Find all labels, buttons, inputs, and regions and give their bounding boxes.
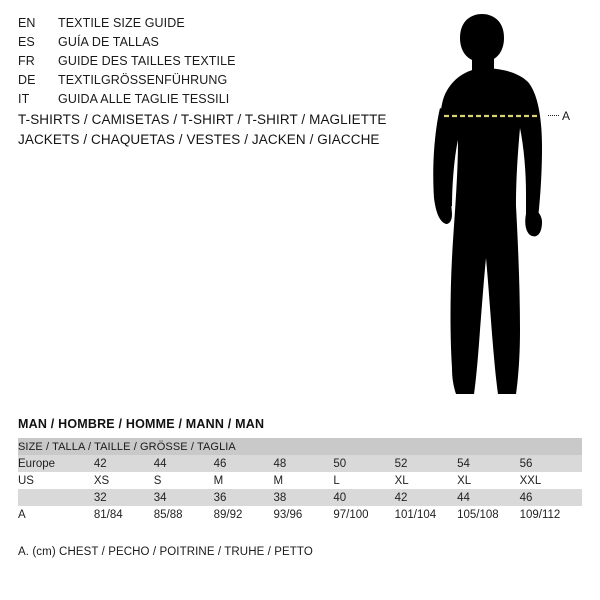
cell: 109/112 xyxy=(520,506,582,523)
cell: 89/92 xyxy=(214,506,274,523)
language-text: GUIDE DES TAILLES TEXTILE xyxy=(58,54,236,68)
cell: 32 xyxy=(94,489,154,506)
language-code: EN xyxy=(18,16,36,30)
cell: L xyxy=(333,472,394,489)
measure-label-a: A xyxy=(562,109,571,123)
size-table-section xyxy=(18,417,582,523)
cell: 97/100 xyxy=(333,506,394,523)
cell: 44 xyxy=(457,489,520,506)
table-row xyxy=(18,455,582,472)
category-tshirts: T-SHIRTS / CAMISETAS / T-SHIRT / T-SHIRT / MAGLIETTE xyxy=(18,112,387,127)
cell: 105/108 xyxy=(457,506,520,523)
cell: 85/88 xyxy=(154,506,214,523)
cell: 48 xyxy=(273,455,333,472)
language-row xyxy=(18,35,388,54)
language-text: TEXTILGRÖSSENFÜHRUNG xyxy=(58,73,228,87)
cell: 46 xyxy=(214,455,274,472)
measure-leader-line xyxy=(548,115,559,116)
cell: 34 xyxy=(154,489,214,506)
cell: M xyxy=(273,472,333,489)
table-header-row xyxy=(18,438,582,455)
cell: XL xyxy=(457,472,520,489)
table-title: MAN / HOMBRE / HOMME / MANN / MAN xyxy=(18,417,265,431)
cell: 40 xyxy=(333,489,394,506)
language-row xyxy=(18,73,388,92)
language-code: ES xyxy=(18,35,35,49)
footnote: A. (cm) CHEST / PECHO / POITRINE / TRUHE / PETTO xyxy=(18,546,313,558)
language-text: TEXTILE SIZE GUIDE xyxy=(58,16,185,30)
cell: 81/84 xyxy=(94,506,154,523)
cell: XXL xyxy=(520,472,582,489)
language-code: FR xyxy=(18,54,35,68)
language-text: GUÍA DE TALLAS xyxy=(58,35,159,49)
cell: 36 xyxy=(214,489,274,506)
row-label: Europe xyxy=(18,455,94,472)
cell: 50 xyxy=(333,455,394,472)
cell: XS xyxy=(94,472,154,489)
row-label: A xyxy=(18,506,94,523)
cell: M xyxy=(214,472,274,489)
language-code: IT xyxy=(18,92,30,106)
cell: 44 xyxy=(154,455,214,472)
table-row xyxy=(18,472,582,489)
cell: 42 xyxy=(94,455,154,472)
row-label: US xyxy=(18,472,94,489)
language-list xyxy=(18,16,388,111)
category-jackets: JACKETS / CHAQUETAS / VESTES / JACKEN / GIACCHE xyxy=(18,132,380,147)
male-silhouette-figure xyxy=(400,8,600,408)
cell: XL xyxy=(395,472,458,489)
cell: 46 xyxy=(520,489,582,506)
table-header-label: SIZE / TALLA / TAILLE / GRÖSSE / TAGLIA xyxy=(18,438,582,455)
table-row xyxy=(18,506,582,523)
category-list xyxy=(18,110,418,150)
cell: 52 xyxy=(395,455,458,472)
language-code: DE xyxy=(18,73,36,87)
row-label xyxy=(18,489,94,506)
language-row xyxy=(18,54,388,73)
cell: 101/104 xyxy=(395,506,458,523)
language-row xyxy=(18,16,388,35)
cell: 38 xyxy=(273,489,333,506)
cell: 93/96 xyxy=(273,506,333,523)
cell: 42 xyxy=(395,489,458,506)
size-table xyxy=(18,438,582,523)
cell: 54 xyxy=(457,455,520,472)
language-text: GUIDA ALLE TAGLIE TESSILI xyxy=(58,92,230,106)
table-row xyxy=(18,489,582,506)
silhouette-icon xyxy=(400,8,600,408)
cell: S xyxy=(154,472,214,489)
language-row xyxy=(18,92,388,111)
cell: 56 xyxy=(520,455,582,472)
